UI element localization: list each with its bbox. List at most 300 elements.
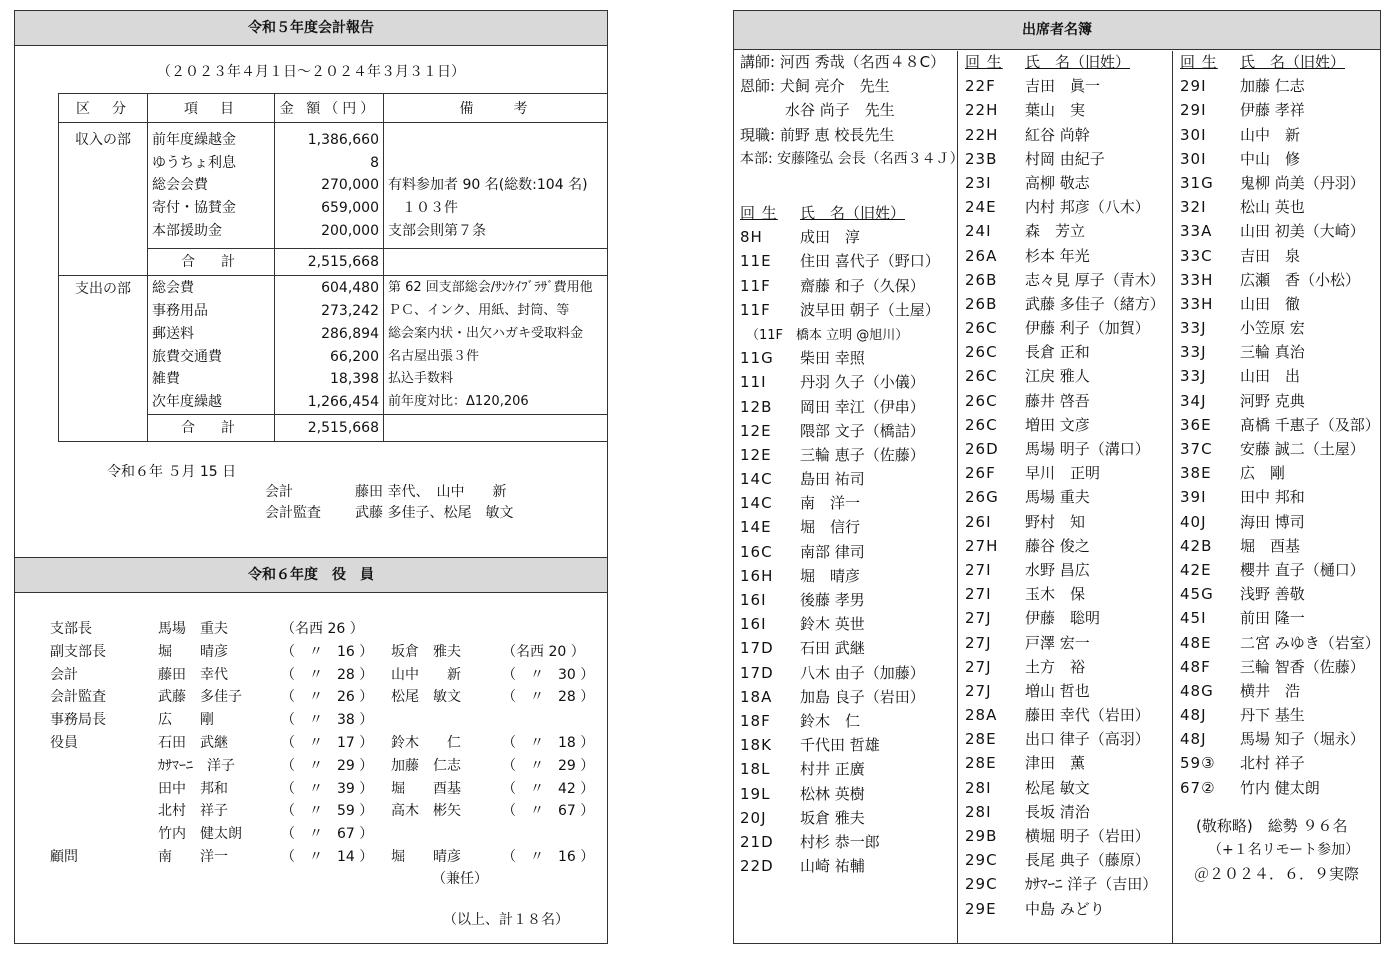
guest-hq: 本部: 安藤隆弘 会長（名西３４Ｊ）	[740, 150, 964, 167]
income-total-label: 合 計	[148, 249, 275, 276]
attendee-grade: 32I	[1180, 198, 1207, 217]
attendee-name: 後藤 孝男	[800, 591, 865, 609]
attendee-grade: 30I	[1180, 125, 1207, 144]
attendee-row	[1180, 510, 1378, 534]
attendee-grade: 33J	[1180, 319, 1207, 338]
attendee-row	[740, 249, 955, 273]
officer-n2: 鈴木 仁	[391, 735, 461, 751]
attendee-name: 鈴木 仁	[800, 711, 861, 730]
attendee-name: 安藤 誠二（土屋）	[1240, 440, 1365, 458]
attendee-name: 玉木 保	[1025, 585, 1086, 604]
attendee-grade: 18L	[740, 760, 771, 779]
attendee-row	[965, 727, 1170, 751]
attendee-name: 藤田 幸代（岩田）	[1025, 706, 1150, 725]
attendee-grade: 16H	[740, 566, 774, 585]
officer-role: 事務局長	[50, 712, 106, 729]
attendee-row	[1180, 340, 1378, 364]
attendee-row	[740, 782, 955, 806]
attendee-name: 齋藤 和子（久保）	[800, 276, 925, 295]
attendee-name: 高柳 敬志	[1025, 173, 1090, 192]
attendee-row	[965, 751, 1170, 775]
attendee-row	[1180, 776, 1378, 800]
attendee-grade: 48G	[1180, 681, 1214, 700]
attendee-grade: 12B	[740, 397, 773, 416]
attendee-name: 堀 信行	[800, 518, 861, 537]
attendee-row	[1180, 727, 1378, 751]
attendee-name: 伊藤 聡明	[1025, 609, 1101, 628]
officer-role: 支部長	[50, 621, 92, 637]
attendee-row	[965, 897, 1170, 921]
attendee-grade: 14C	[740, 470, 773, 489]
attendee-row	[965, 461, 1170, 485]
officer-n1: 馬場 重夫	[158, 621, 228, 637]
attendee-grade: 11G	[740, 349, 774, 368]
attendee-row	[1180, 461, 1378, 485]
attendee-row	[1180, 316, 1378, 340]
attendee-grade: 11F	[740, 300, 771, 319]
attendee-row	[740, 588, 955, 612]
column-header: 回 生 氏 名（旧姓）	[1180, 53, 1346, 71]
attendee-row	[1180, 171, 1378, 195]
attendee-row	[740, 298, 955, 322]
attendee-grade: 48J	[1180, 730, 1207, 749]
attendee-grade: 19L	[740, 784, 771, 803]
attendee-grade: 22H	[965, 101, 999, 120]
officers-concurrent-note: （兼任）	[432, 871, 488, 887]
officer-n1: 南 洋一	[158, 849, 228, 865]
attendee-name: （11F 橋本 立明 @旭川）	[746, 327, 909, 343]
attendee-name: 森 芳立	[1025, 222, 1086, 241]
attendee-name: 坂倉 雅夫	[800, 808, 865, 827]
attendee-name: 丹下 基生	[1240, 706, 1305, 725]
officer-g1: （ 〃 16 ）	[281, 643, 374, 660]
header-note: 備 考	[384, 94, 608, 123]
signer-role-auditor: 会計監査	[265, 505, 321, 521]
attendee-grade: 28E	[965, 730, 997, 749]
attendee-name: 隈部 文子（橋詰）	[800, 421, 925, 440]
attendee-row	[965, 171, 1170, 195]
attendee-name: 紅谷 尚幹	[1025, 125, 1090, 144]
attendee-name: 山崎 祐輔	[800, 857, 865, 876]
attendee-name: 杉本 年光	[1025, 246, 1090, 265]
attendee-name: 増田 文彦	[1025, 415, 1090, 434]
attendee-name: 丹羽 久子（小儀）	[800, 373, 925, 392]
officer-n1: 北村 祥子	[158, 803, 228, 820]
officer-n1: 石田 武継	[158, 735, 228, 751]
attendee-column-1	[740, 201, 955, 878]
header-item: 項 目	[148, 94, 275, 123]
attendee-grade: 39I	[1180, 488, 1207, 507]
attendee-name: 櫻井 直子（樋口）	[1240, 560, 1365, 579]
attendee-row	[1180, 389, 1378, 413]
attendee-grade: 27J	[965, 681, 992, 700]
officers-total: （以上、計１８名）	[443, 912, 569, 928]
attendee-grade: 33A	[1180, 222, 1213, 241]
attendee-name: 髙橋 千惠子（及部）	[1240, 415, 1380, 434]
attendee-name: 村杉 恭一郎	[800, 832, 880, 851]
attendee-grade: 24E	[965, 198, 997, 217]
attendee-name: 松山 英也	[1240, 198, 1305, 217]
officer-g1: （ 〃 14 ）	[281, 849, 374, 865]
attendee-grade: 27J	[965, 609, 992, 628]
attendee-grade: 26F	[965, 464, 996, 483]
attendee-row	[1180, 219, 1378, 243]
attendee-grade: 67②	[1180, 778, 1216, 797]
attendee-name: 吉田 泉	[1240, 246, 1301, 265]
attendee-row	[740, 225, 955, 249]
income-category: 収入の部	[59, 123, 148, 276]
attendee-name: 長坂 清治	[1025, 802, 1090, 821]
signer-role-treasurer: 会計	[265, 484, 293, 500]
attendee-row	[740, 636, 955, 660]
officer-g2: （ 〃 29 ）	[502, 757, 595, 774]
attendee-row	[740, 806, 955, 830]
attendee-row	[740, 515, 955, 539]
summary-date: ＠２０２４．６．９実際	[1194, 865, 1360, 884]
guest-list	[740, 50, 964, 171]
attendee-name: 岡田 幸江（伊串）	[800, 397, 925, 416]
attendee-name: 前田 隆一	[1240, 609, 1305, 628]
officer-g1: （ 〃 28 ）	[281, 666, 374, 683]
attendee-row	[740, 419, 955, 443]
attendee-row	[740, 709, 955, 733]
attendee-name: 石田 武継	[800, 639, 865, 658]
attendee-grade: 14C	[740, 494, 773, 513]
attendee-row	[965, 534, 1170, 558]
summary-remote: （+１名リモート参加）	[1208, 842, 1360, 858]
attendee-grade: 8H	[740, 228, 763, 247]
attendee-row	[965, 364, 1170, 388]
attendee-name: 伊藤 利子（加賀）	[1025, 319, 1150, 338]
attendee-row	[1180, 292, 1378, 316]
officers-panel	[14, 557, 608, 944]
attendee-grade: 37C	[1180, 440, 1213, 458]
attendee-grade: 11F	[740, 276, 771, 295]
attendee-name: 小笠原 宏	[1240, 319, 1305, 338]
attendee-name: 広瀬 香（小松）	[1240, 270, 1361, 289]
officer-n1: ｶｻﾏｰﾆ 洋子	[158, 757, 235, 774]
attendee-name: 二宮 みゆき（岩室）	[1240, 633, 1380, 652]
expense-amounts: 604,480 273,242 286,894 66,200 18,398 1,266,454	[275, 276, 384, 414]
attendee-name: 長倉 正和	[1025, 343, 1090, 362]
attendee-row	[740, 685, 955, 709]
attendee-row	[965, 219, 1170, 243]
attendee-name: 成田 淳	[800, 228, 861, 247]
attendee-row	[1180, 74, 1378, 98]
attendee-name: 北村 祥子	[1240, 754, 1305, 773]
attendee-grade: 16I	[740, 615, 767, 634]
attendee-grade: 26I	[965, 512, 992, 531]
officer-role: 副支部長	[50, 643, 106, 660]
attendee-row	[1180, 195, 1378, 219]
attendee-grade: 59③	[1180, 754, 1216, 773]
attendee-grade: 29B	[965, 827, 998, 845]
attendee-row	[1180, 437, 1378, 461]
expense-items: 総会費 事務用品 郵送料 旅費交通費 雑費 次年度繰越	[148, 276, 275, 414]
attendee-row	[965, 195, 1170, 219]
attendee-name: 馬場 明子（溝口）	[1025, 440, 1150, 458]
guest-lecturer: 講師: 河西 秀哉（名西４８C）	[740, 53, 946, 71]
attendee-row	[740, 733, 955, 757]
attendee-grade: 26A	[965, 246, 998, 265]
attendee-grade: 11E	[740, 252, 772, 271]
attendee-row	[965, 413, 1170, 437]
attendee-grade: 24I	[965, 222, 992, 241]
expense-total: 2,515,668	[275, 414, 384, 441]
attendee-name: 松尾 敏文	[1025, 778, 1090, 797]
attendee-grade: 29C	[965, 851, 998, 870]
attendee-row	[965, 98, 1170, 122]
attendee-name: 鬼柳 尚美（丹羽）	[1240, 173, 1365, 192]
attendee-row	[740, 467, 955, 491]
attendee-grade: 22F	[965, 77, 996, 96]
officer-g1: （ 〃 26 ）	[281, 689, 374, 706]
attendee-name: 広 剛	[1240, 464, 1286, 483]
officer-g2: （ 〃 42 ）	[502, 780, 595, 797]
attendee-name: 中山 修	[1240, 149, 1301, 168]
officer-n1: 藤田 幸代	[158, 666, 228, 683]
attendee-grade: 18A	[740, 687, 773, 706]
attendee-row	[1180, 244, 1378, 268]
attendee-row	[1180, 268, 1378, 292]
attendee-grade: 29I	[1180, 101, 1207, 120]
attendee-name: 藤井 啓吾	[1025, 391, 1090, 410]
attendee-grade: 40J	[1180, 512, 1207, 531]
attendee-row	[965, 123, 1170, 147]
attendee-name: 江戻 雅人	[1025, 367, 1090, 386]
guest-teacher-2: 水谷 尚子 先生	[740, 101, 895, 120]
attendee-row	[1180, 364, 1378, 388]
officer-role: 顧問	[50, 849, 78, 865]
attendee-name: 山田 初美（大崎）	[1240, 222, 1365, 241]
attendee-name: 堀 酉基	[1240, 536, 1301, 555]
income-items: 前年度繰越金 ゆうちょ利息 総会会費 寄付・協賛金 本部援助金	[148, 123, 275, 249]
attendee-row	[965, 800, 1170, 824]
attendee-grade: 27J	[965, 657, 992, 676]
attendee-row	[965, 268, 1170, 292]
officer-n2: 高木 彬矢	[391, 803, 461, 820]
attendee-row	[965, 510, 1170, 534]
attendee-name: 八木 由子（加藤）	[800, 663, 925, 682]
summary-total: (敬称略) 総勢 ９６名	[1196, 816, 1348, 835]
officer-n2: 加藤 仁志	[391, 757, 461, 774]
attendee-row	[740, 830, 955, 854]
attendee-row	[740, 612, 955, 636]
attendee-name: 長尾 典子（藤原）	[1025, 851, 1150, 870]
attendee-name: 住田 喜代子（野口）	[800, 252, 940, 271]
attendee-grade: 30I	[1180, 149, 1207, 168]
attendee-grade: 38E	[1180, 464, 1212, 483]
attendee-name: 吉田 眞一	[1025, 77, 1101, 96]
attendee-row	[1180, 147, 1378, 171]
attendee-row	[965, 655, 1170, 679]
officer-g1: （名西 26 ）	[281, 621, 364, 637]
attendee-row	[965, 244, 1170, 268]
officer-n1: 堀 晴彦	[158, 643, 228, 660]
attendee-grade: 26C	[965, 391, 998, 410]
attendee-grade: 33C	[1180, 246, 1213, 265]
attendee-row	[965, 776, 1170, 800]
attendee-row	[740, 540, 955, 564]
attendee-row	[965, 703, 1170, 727]
attendee-name: 内村 邦彦（八木）	[1025, 198, 1150, 217]
attendee-name: 三輪 智香（佐藤）	[1240, 657, 1365, 676]
attendee-name: 三輪 真治	[1240, 343, 1305, 362]
guest-teacher-1: 恩師: 犬飼 亮介 先生	[740, 77, 890, 96]
attendee-row	[965, 679, 1170, 703]
attendee-name: 水野 昌広	[1025, 560, 1090, 579]
attendee-grade: 22D	[740, 857, 774, 876]
attendee-name: 松林 英樹	[800, 784, 865, 803]
officer-n2: 山中 新	[391, 666, 461, 683]
officer-g1: （ 〃 39 ）	[281, 780, 374, 797]
attendee-row	[1180, 413, 1378, 437]
income-amounts: 1,386,660 8 270,000 659,000 200,000	[275, 123, 384, 249]
guest-principal: 現職: 前野 恵 校長先生	[740, 125, 895, 144]
attendee-name: 津田 薫	[1025, 754, 1086, 773]
attendee-name: 竹内 健太朗	[1240, 778, 1320, 797]
attendee-row	[965, 437, 1170, 461]
attendee-name: 野村 知	[1025, 512, 1086, 531]
attendee-row	[965, 340, 1170, 364]
officer-g2: （名西 20 ）	[502, 643, 585, 660]
attendee-grade: 26B	[965, 270, 998, 289]
officer-g1: （ 〃 59 ）	[281, 803, 374, 820]
attendee-row	[740, 661, 955, 685]
attendee-grade: 14E	[740, 518, 772, 537]
signer-names-treasurer: 藤田 幸代、 山中 新	[355, 484, 507, 500]
header-category: 区 分	[59, 94, 148, 123]
attendee-name: 浅野 善敬	[1240, 585, 1305, 604]
attendee-row	[740, 443, 955, 467]
attendee-grade: 26C	[965, 415, 998, 434]
attendee-column-3	[1180, 50, 1378, 886]
attendee-name: ｶｻﾏｰﾆ 洋子（吉田）	[1025, 875, 1158, 894]
attendee-grade: 48E	[1180, 633, 1212, 652]
accounting-period: （２０２３年４月１日～２０２４年３月３１日）	[157, 64, 465, 80]
attendee-row	[740, 395, 955, 419]
attendee-grade: 28E	[965, 754, 997, 773]
attendee-name: 島田 祐司	[800, 470, 865, 489]
attendee-grade: 21D	[740, 832, 774, 851]
attendee-row	[965, 74, 1170, 98]
attendee-grade: 26G	[965, 488, 999, 507]
signer-names-auditor: 武藤 多佳子、松尾 敏文	[355, 505, 514, 521]
accounting-title: 令和５年度会計報告	[15, 11, 607, 46]
officer-g1: （ 〃 17 ）	[281, 735, 374, 751]
officer-n2: 松尾 敏文	[391, 689, 461, 706]
attendee-row	[1180, 631, 1378, 655]
attendee-row	[740, 274, 955, 298]
attendee-row	[1180, 751, 1378, 775]
attendee-row	[965, 558, 1170, 582]
attendee-grade: 28I	[965, 778, 992, 797]
officer-role: 役員	[50, 735, 78, 751]
attendee-grade: 29E	[965, 899, 997, 918]
attendee-grade: 27I	[965, 560, 992, 579]
expense-total-label: 合 計	[148, 414, 275, 441]
attendee-name: 出口 律子（高羽）	[1025, 730, 1150, 749]
attendee-name: 村岡 由紀子	[1025, 149, 1105, 168]
attendee-grade: 17D	[740, 663, 774, 682]
attendee-grade: 26C	[965, 319, 998, 338]
income-total: 2,515,668	[275, 249, 384, 276]
attendee-grade: 23B	[965, 149, 998, 168]
officer-n2: 堀 晴彦	[391, 849, 461, 865]
attendee-grade: 26D	[965, 440, 999, 458]
attendee-name: 馬場 知子（堀永）	[1240, 730, 1365, 749]
attendee-grade: 11I	[740, 373, 767, 392]
officer-g2: （ 〃 28 ）	[502, 689, 595, 706]
attendees-title: 出席者名簿	[734, 11, 1380, 50]
attendee-name: 田中 邦和	[1240, 488, 1305, 507]
attendees-panel	[733, 10, 1381, 944]
attendee-row	[965, 292, 1170, 316]
attendee-row	[965, 631, 1170, 655]
attendee-row	[740, 370, 955, 394]
column-header: 回 生 氏 名（旧姓）	[965, 53, 1131, 71]
attendee-column-2	[965, 50, 1170, 921]
officer-n2: 堀 酉基	[391, 780, 461, 797]
attendee-name: 山田 出	[1240, 367, 1301, 386]
attendee-grade: 20J	[740, 808, 767, 827]
attendee-name: 村井 正廣	[800, 760, 865, 779]
attendee-name: 山田 徹	[1240, 294, 1301, 313]
attendee-name: 鈴木 英世	[800, 615, 865, 634]
attendee-name: 横堀 明子（岩田）	[1025, 827, 1150, 845]
officer-role: 会計監査	[50, 689, 106, 706]
officer-g2: （ 〃 30 ）	[502, 666, 595, 683]
accounting-report-panel	[14, 10, 608, 558]
officer-role: 会計	[50, 666, 78, 683]
attendee-row	[965, 872, 1170, 896]
attendee-grade: 22H	[965, 125, 999, 144]
attendee-name: 増山 哲也	[1025, 681, 1090, 700]
attendee-grade: 17D	[740, 639, 774, 658]
attendee-grade: 33J	[1180, 343, 1207, 362]
accounting-table	[58, 93, 608, 442]
attendee-row	[1180, 485, 1378, 509]
attendee-grade: 26B	[965, 294, 998, 313]
officer-n1: 竹内 健太朗	[158, 826, 242, 843]
attendee-row	[965, 389, 1170, 413]
attendee-name: 葉山 実	[1025, 101, 1086, 120]
attendee-row	[740, 757, 955, 781]
attendee-row	[965, 147, 1170, 171]
attendee-name: 海田 博司	[1240, 512, 1305, 531]
attendee-grade: 48J	[1180, 706, 1207, 725]
officer-g2: （ 〃 18 ）	[502, 735, 595, 751]
attendee-grade: 33H	[1180, 294, 1214, 313]
attendee-grade: 16I	[740, 591, 767, 609]
attendee-name: 馬場 重夫	[1025, 488, 1090, 507]
attendee-grade: 42E	[1180, 560, 1212, 579]
attendee-row	[740, 491, 955, 515]
attendee-row	[1180, 703, 1378, 727]
attendee-grade: 33J	[1180, 367, 1207, 386]
attendee-name: 堀 晴彦	[800, 566, 861, 585]
attendee-name: 加藤 仁志	[1240, 77, 1305, 96]
officer-n1: 武藤 多佳子	[158, 689, 242, 706]
attendee-row	[1180, 679, 1378, 703]
attendee-name: 山中 新	[1240, 125, 1301, 144]
attendee-grade: 12E	[740, 445, 772, 464]
attendee-name: 加島 良子（岩田）	[800, 687, 925, 706]
attendee-name: 中島 みどり	[1025, 899, 1105, 918]
report-date: 令和６年 ５月 15 日	[107, 464, 237, 480]
attendee-grade: 23I	[965, 173, 992, 192]
attendee-grade: 42B	[1180, 536, 1213, 555]
